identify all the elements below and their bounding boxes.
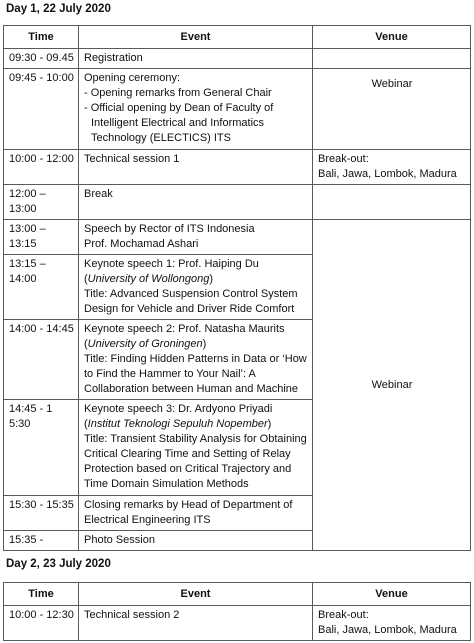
- day1-title: Day 1, 22 July 2020: [6, 3, 111, 15]
- event-cell: Photo Session: [79, 531, 313, 551]
- header-time: Time: [4, 26, 79, 49]
- time-cell: 10:00 - 12:00: [4, 150, 79, 185]
- event-cell: [79, 255, 313, 320]
- day1-schedule-table: [3, 25, 471, 551]
- venue-cell: [313, 49, 471, 69]
- table-row: [4, 185, 471, 220]
- event-line: Prof. Mochamad Ashari: [84, 238, 199, 250]
- keynote-title: Title: Transient Stability Analysis for Obtaining Critical Clearing Time and Setting of Relay Protection based on Critical Trajectory and Time Domain Simulation Methods: [84, 433, 307, 490]
- event-cell: Registration: [79, 49, 313, 69]
- venue-line: Break-out:: [318, 153, 369, 165]
- header-venue: Venue: [313, 583, 471, 606]
- time-cell: 15:35 -: [4, 531, 79, 551]
- table-row: [4, 49, 471, 69]
- event-heading: Opening ceremony:: [84, 72, 180, 84]
- day2-title: Day 2, 23 July 2020: [6, 558, 111, 570]
- event-cell: [79, 220, 313, 255]
- event-cell: Technical session 2: [79, 606, 313, 641]
- time-cell: 13:00 – 13:15: [4, 220, 79, 255]
- table-row: [4, 69, 471, 150]
- header-time: Time: [4, 583, 79, 606]
- venue-cell: [313, 606, 471, 641]
- time-cell: 15:30 - 15:35: [4, 496, 79, 531]
- table-row: [4, 150, 471, 185]
- keynote-affiliation: (Institut Teknologi Sepuluh Nopember): [84, 418, 272, 430]
- table-header-row: [4, 26, 471, 49]
- time-cell: 14:45 - 1 5:30: [4, 400, 79, 496]
- event-cell: [79, 400, 313, 496]
- event-cell: Technical session 1: [79, 150, 313, 185]
- keynote-title: Title: Advanced Suspension Control System Design for Vehicle and Driver Ride Comfort: [84, 288, 298, 315]
- venue-cell: Webinar: [313, 69, 471, 150]
- keynote-speaker: Keynote speech 2: Prof. Natasha Maurits: [84, 323, 285, 335]
- event-bullet: - Official opening by Dean of Faculty of Intelligent Electrical and Informatics Technology (ELECTICS) ITS: [84, 102, 274, 144]
- event-cell: Break: [79, 185, 313, 220]
- header-event: Event: [79, 583, 313, 606]
- keynote-title: Title: Finding Hidden Patterns in Data or ‘How to Find the Hammer to Your Nail’: A Collaboration between Human and Machine: [84, 353, 307, 395]
- event-bullet: - Opening remarks from General Chair: [84, 87, 272, 99]
- table-row: [4, 220, 471, 255]
- time-cell: 10:00 - 12:30: [4, 606, 79, 641]
- header-venue: Venue: [313, 26, 471, 49]
- keynote-affiliation: (University of Groningen): [84, 338, 207, 350]
- table-header-row: [4, 583, 471, 606]
- event-line: Speech by Rector of ITS Indonesia: [84, 223, 255, 235]
- venue-cell: [313, 185, 471, 220]
- venue-line: Bali, Jawa, Lombok, Madura: [318, 168, 457, 180]
- event-cell: Closing remarks by Head of Department of Electrical Engineering ITS: [79, 496, 313, 531]
- time-cell: 13:15 – 14:00: [4, 255, 79, 320]
- event-cell: [79, 69, 313, 150]
- time-cell: 14:00 - 14:45: [4, 320, 79, 400]
- venue-cell: [313, 150, 471, 185]
- venue-merged-cell: Webinar: [313, 220, 471, 551]
- time-cell: 09:45 - 10:00: [4, 69, 79, 150]
- day2-schedule-table: [3, 582, 471, 641]
- venue-line: Break-out:: [318, 609, 369, 621]
- event-cell: [79, 320, 313, 400]
- venue-line: Bali, Jawa, Lombok, Madura: [318, 624, 457, 636]
- header-event: Event: [79, 26, 313, 49]
- table-row: [4, 606, 471, 641]
- keynote-speaker: Keynote speech 1: Prof. Haiping Du: [84, 258, 259, 270]
- keynote-speaker: Keynote speech 3: Dr. Ardyono Priyadi: [84, 403, 273, 415]
- keynote-affiliation: (University of Wollongong): [84, 273, 214, 285]
- time-cell: 12:00 – 13:00: [4, 185, 79, 220]
- time-cell: 09:30 - 09.45: [4, 49, 79, 69]
